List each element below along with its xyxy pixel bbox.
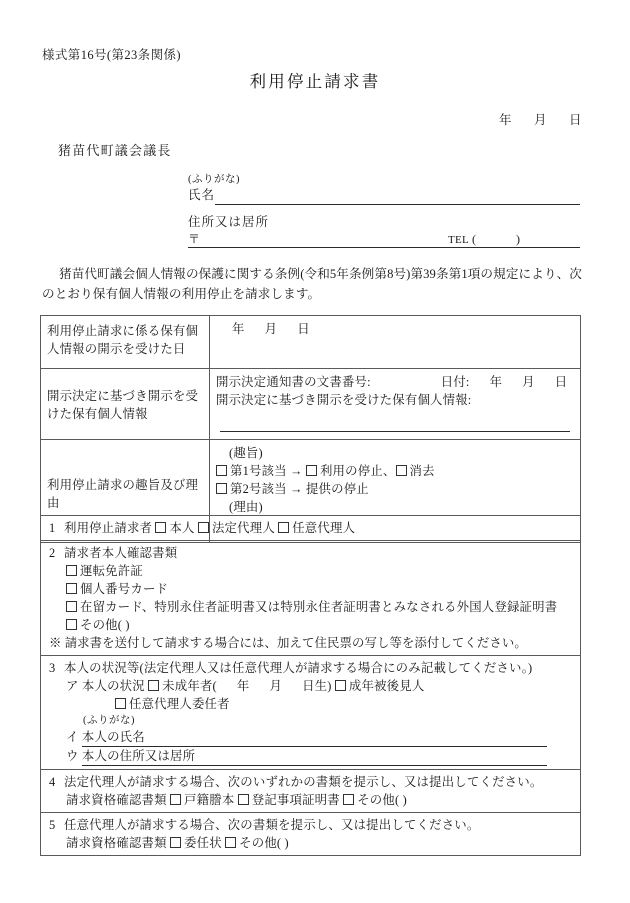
section-4-docs-label: 請求資格確認書類 xyxy=(66,793,167,807)
notice-date-label: 日付: xyxy=(440,375,470,389)
notice-date-year: 年 xyxy=(489,375,503,389)
section-4-option-0: 戸籍謄本 xyxy=(184,793,235,807)
section-2-option-2-row[interactable] xyxy=(49,598,572,616)
tel-paren-close: ) xyxy=(516,232,520,246)
row-header-disclosed-info xyxy=(41,369,210,440)
checkbox-icon[interactable] xyxy=(396,465,407,476)
disclosure-info-table xyxy=(40,315,581,543)
checkbox-icon[interactable] xyxy=(115,698,126,709)
section-2-option-3-row[interactable] xyxy=(49,616,572,634)
section-2-label: 請求者本人確認書類 xyxy=(64,546,178,560)
row-header-disclosure-date xyxy=(41,316,210,369)
section-1-option-1: 法定代理人 xyxy=(211,521,275,535)
checkbox-icon[interactable] xyxy=(170,837,181,848)
section-1-cell[interactable] xyxy=(41,516,581,541)
checkbox-icon[interactable] xyxy=(66,619,77,630)
postal-code-mark: 〒 xyxy=(188,232,201,246)
section-3-item-a-opt3: 任意代理人委任者 xyxy=(129,697,230,711)
disclosure-date-year: 年 xyxy=(232,322,245,336)
section-1-line xyxy=(49,519,572,537)
table-row xyxy=(41,656,581,770)
checkbox-icon[interactable] xyxy=(335,680,346,691)
page-title: 利用停止請求書 xyxy=(249,72,381,91)
applicant-name-input[interactable] xyxy=(215,189,580,205)
section-1-option-0: 本人 xyxy=(169,521,195,535)
section-5-cell[interactable] xyxy=(41,813,581,856)
section-2-cell[interactable] xyxy=(41,541,581,656)
section-3-item-b-label: 本人の氏名 xyxy=(81,730,145,744)
applicant-furigana-label: (ふりがな) xyxy=(188,174,240,185)
checkbox-icon[interactable] xyxy=(306,465,317,476)
section-3-item-c-label: 本人の住所又は居所 xyxy=(81,749,196,763)
section-4-number: 4 xyxy=(49,775,56,789)
disclosed-info-label: 開示決定に基づき開示を受けた保有個人情報: xyxy=(216,393,472,407)
checkbox-icon[interactable] xyxy=(198,522,209,533)
form-number: 様式第16号(第23条関係) xyxy=(42,48,181,62)
disclosure-date-month: 月 xyxy=(264,322,278,336)
row-value-disclosed-info[interactable] xyxy=(210,369,581,440)
checkbox-icon[interactable] xyxy=(66,583,77,594)
addressee: 猪苗代町議会議長 xyxy=(58,143,172,158)
date-month-label: 月 xyxy=(533,113,547,127)
section-2-line xyxy=(49,544,572,562)
section-3-item-a-row[interactable] xyxy=(49,677,572,695)
section-5-docs-label: 請求資格確認書類 xyxy=(66,836,167,850)
section-4-cell[interactable] xyxy=(41,770,581,813)
section-5-option-1: その他( ) xyxy=(239,836,289,850)
checkbox-icon[interactable] xyxy=(148,680,159,691)
purpose-title xyxy=(216,444,574,462)
section-3-item-c-marker: ウ xyxy=(66,749,79,763)
section-4-options-row[interactable] xyxy=(49,791,572,809)
purpose-option-2-row[interactable] xyxy=(216,480,574,498)
section-3-item-b-marker: イ xyxy=(66,730,79,744)
section-2-option-3: その他( ) xyxy=(80,618,130,632)
table-row xyxy=(41,316,581,369)
section-3-line xyxy=(49,659,572,677)
section-3-item-c-row[interactable] xyxy=(49,747,572,766)
section-3-item-a-opt3-row[interactable] xyxy=(49,695,572,713)
applicant-name-label: 氏名 xyxy=(188,188,216,202)
checkbox-icon[interactable] xyxy=(66,601,77,612)
section-3-item-b-row[interactable] xyxy=(49,728,572,747)
table-row xyxy=(41,770,581,813)
section-2-option-2: 在留カード、特別永住者証明書又は特別永住者証明書とみなされる外国人登録証明書 xyxy=(80,600,558,614)
required-documents-table xyxy=(40,515,581,856)
section-2-option-0-row[interactable] xyxy=(49,562,572,580)
checkbox-icon[interactable] xyxy=(170,794,181,805)
section-5-line xyxy=(49,816,572,834)
section-3-item-a-label: 本人の状況 xyxy=(81,679,145,693)
reason-title-text: (理由) xyxy=(229,500,263,514)
section-5-number: 5 xyxy=(49,818,56,832)
section-4-line xyxy=(49,773,572,791)
section-5-option-0: 委任状 xyxy=(184,836,222,850)
section-3-cell[interactable] xyxy=(41,656,581,770)
section-3-furigana-label: (ふりがな) xyxy=(83,715,135,726)
applicant-block xyxy=(188,172,580,248)
section-2-option-1-row[interactable] xyxy=(49,580,572,598)
section-1-number: 1 xyxy=(49,521,56,535)
purpose-option-1-row[interactable] xyxy=(216,462,574,480)
checkbox-icon[interactable] xyxy=(278,522,289,533)
section-4-label: 法定代理人が請求する場合、次のいずれかの書類を提示し、又は提出してください。 xyxy=(64,775,543,789)
section-3-item-a-opt1-year: 年 xyxy=(236,679,250,693)
row-header-purpose-reason-label: 利用停止請求の趣旨及び理由 xyxy=(47,478,199,510)
section-3-item-a-marker: ア xyxy=(66,679,79,693)
notice-date-month: 月 xyxy=(522,375,535,389)
table-row xyxy=(41,541,581,656)
lead-paragraph xyxy=(42,264,582,304)
section-4-option-2: その他( ) xyxy=(357,793,407,807)
section-1-label: 利用停止請求者 xyxy=(64,521,153,535)
row-header-disclosed-info-label: 開示決定に基づき開示を受けた保有個人情報 xyxy=(47,389,199,421)
section-3-label: 本人の状況等(法定代理人又は任意代理人が請求する場合にのみ記載してください。) xyxy=(64,661,533,675)
notice-doc-number-label: 開示決定通知書の文書番号: xyxy=(216,375,371,389)
checkbox-icon[interactable] xyxy=(216,483,227,494)
date-day-label: 日 xyxy=(568,113,582,127)
notice-doc-number-line xyxy=(216,373,574,391)
checkbox-icon[interactable] xyxy=(343,794,354,805)
section-2-number: 2 xyxy=(49,546,56,560)
checkbox-icon[interactable] xyxy=(66,565,77,576)
section-3-item-a-opt1: 未成年者( xyxy=(162,679,217,693)
section-3-item-a-opt1-month: 月 xyxy=(269,679,283,693)
date-year-label: 年 xyxy=(498,113,512,127)
section-2-note: ※ 請求書を送付して請求する場合には、加えて住民票の写し等を添付してください。 xyxy=(49,636,527,650)
checkbox-icon[interactable] xyxy=(155,522,166,533)
purpose-title-text: (趣旨) xyxy=(229,446,263,460)
section-5-options-row[interactable] xyxy=(49,834,572,852)
reason-title xyxy=(216,498,574,516)
purpose-option-1-sub1-label: 利用の停止、 xyxy=(319,464,396,478)
section-2-option-0: 運転免許証 xyxy=(80,564,143,578)
applicant-address-label: 住所又は居所 xyxy=(188,215,270,229)
checkbox-icon[interactable] xyxy=(225,837,236,848)
notice-date-day: 日 xyxy=(554,375,568,389)
applicant-address-row[interactable] xyxy=(188,231,580,248)
row-header-disclosure-date-label: 利用停止請求に係る保有個人情報の開示を受けた日 xyxy=(47,324,199,356)
tel-label: TEL xyxy=(447,234,469,246)
disclosure-date-day: 日 xyxy=(297,322,310,336)
applicant-name-row xyxy=(188,187,580,205)
applicant-tel-group xyxy=(448,232,524,247)
purpose-option-1-sub2-label: 消去 xyxy=(409,464,435,478)
section-3-number: 3 xyxy=(49,661,56,675)
lead-paragraph-text: 猪苗代町議会個人情報の保護に関する条例(令和5年条例第8号)第39条第1項の規定により、次のとおり保有個人情報の利用停止を請求します。 xyxy=(42,267,582,301)
purpose-option-2-label: 第2号該当 → 提供の停止 xyxy=(230,482,369,496)
table-row xyxy=(41,369,581,440)
section-3-item-a-opt2: 成年被後見人 xyxy=(348,679,425,693)
table-row xyxy=(41,516,581,541)
section-2-option-1: 個人番号カード xyxy=(80,582,169,596)
section-5-label: 任意代理人が請求する場合、次の書類を提示し、又は提出してください。 xyxy=(64,818,480,832)
checkbox-icon[interactable] xyxy=(238,794,249,805)
table-row xyxy=(41,813,581,856)
tel-paren-open: ( xyxy=(472,232,476,246)
submission-date-line xyxy=(499,110,582,128)
section-1-option-2: 任意代理人 xyxy=(292,521,356,535)
row-value-disclosure-date[interactable] xyxy=(210,316,581,369)
checkbox-icon[interactable] xyxy=(216,465,227,476)
section-3-item-a-opt1-day: 日生) xyxy=(302,679,332,693)
section-4-option-1: 登記事項証明書 xyxy=(251,793,340,807)
purpose-option-1-label: 第1号該当 → xyxy=(230,464,306,478)
disclosed-info-input[interactable] xyxy=(220,411,570,432)
